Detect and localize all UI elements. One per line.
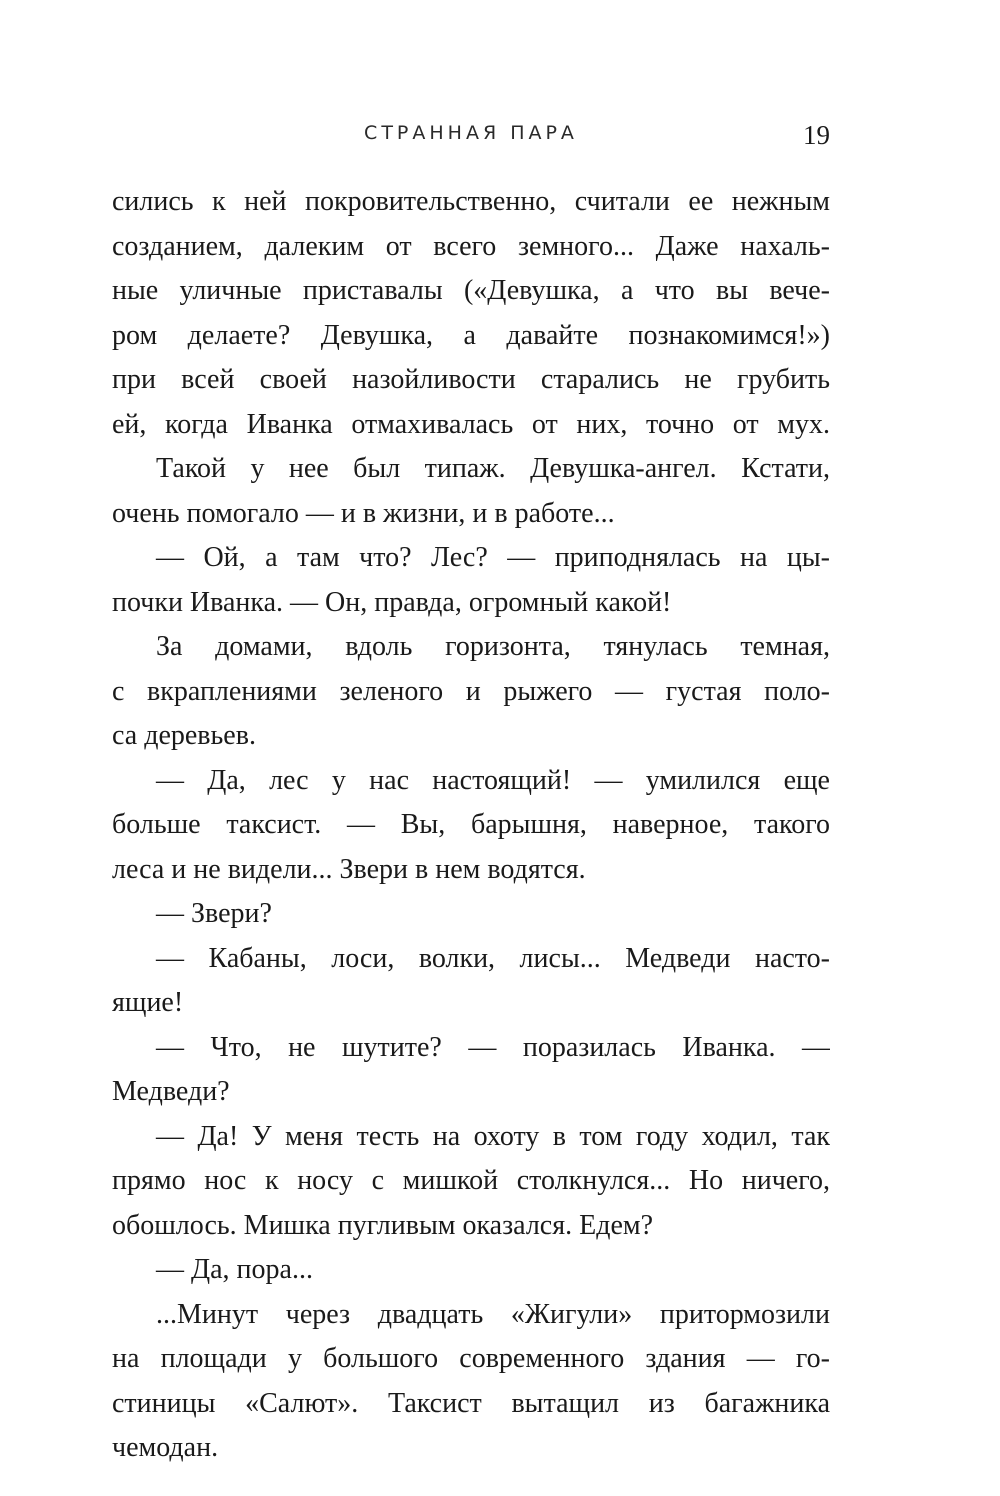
text-line: — Ой, а там что? Лес? — приподнялась на цы- <box>156 542 830 573</box>
text-line: стиницы «Салют». Таксист вытащил из багажника <box>112 1387 830 1419</box>
text-line: За домами, вдоль горизонта, тянулась темная, <box>156 631 830 662</box>
page-number: 19 <box>803 120 830 150</box>
text-line: — Да, пора... <box>156 1254 313 1285</box>
text-line: — Что, не шутите? — поразилась Иванка. — <box>156 1031 830 1063</box>
text-line: — Да, лес у нас настоящий! — умилился еще <box>156 764 830 796</box>
body-text <box>112 180 830 1471</box>
text-line: Такой у нее был типаж. Девушка-ангел. Кстати, <box>156 453 830 484</box>
text-line: са деревьев. <box>112 720 256 751</box>
text-line: почки Иванка. — Он, правда, огромный какой! <box>112 586 672 618</box>
text-line: больше таксист. — Вы, барышня, наверное, такого <box>112 809 830 840</box>
text-line: с вкраплениями зеленого и рыжего — густая поло- <box>112 675 830 707</box>
text-line: при всей своей назойливости старались не грубить <box>112 364 830 395</box>
text-line: на площади у большого современного здания — го- <box>112 1343 830 1374</box>
text-line: леса и не видели... Звери в нем водятся. <box>112 853 586 885</box>
text-line: — Звери? <box>156 898 272 929</box>
text-line: — Да! У меня тесть на охоту в том году ходил, так <box>156 1120 830 1152</box>
text-line: очень помогало — и в жизни, и в работе... <box>112 497 615 529</box>
running-head <box>112 120 830 156</box>
chapter-title: СТРАННАЯ ПАРА <box>364 122 578 144</box>
text-line: чемодан. <box>112 1432 219 1463</box>
text-line: ром делаете? Девушка, а давайте познакомимся!») <box>112 319 830 351</box>
text-line: ные уличные приставалы («Девушка, а что вы вече- <box>112 275 830 306</box>
text-line: ей, когда Иванка отмахивалась от них, точно от мух. <box>112 408 830 440</box>
text-line: прямо нос к носу с мишкой столкнулся... Но ничего, <box>112 1165 830 1196</box>
text-line: созданием, далеким от всего земного... Даже нахаль- <box>112 230 830 262</box>
text-line: Медведи? <box>112 1076 230 1107</box>
text-line: — Кабаны, лоси, волки, лисы... Медведи насто- <box>156 942 830 974</box>
text-line: обошлось. Мишка пугливым оказался. Едем? <box>112 1209 654 1241</box>
text-line: ...Минут через двадцать «Жигули» притормозили <box>156 1298 830 1330</box>
text-line: ящие! <box>112 987 184 1018</box>
text-line: сились к ней покровительственно, считали ее нежным <box>112 186 830 217</box>
